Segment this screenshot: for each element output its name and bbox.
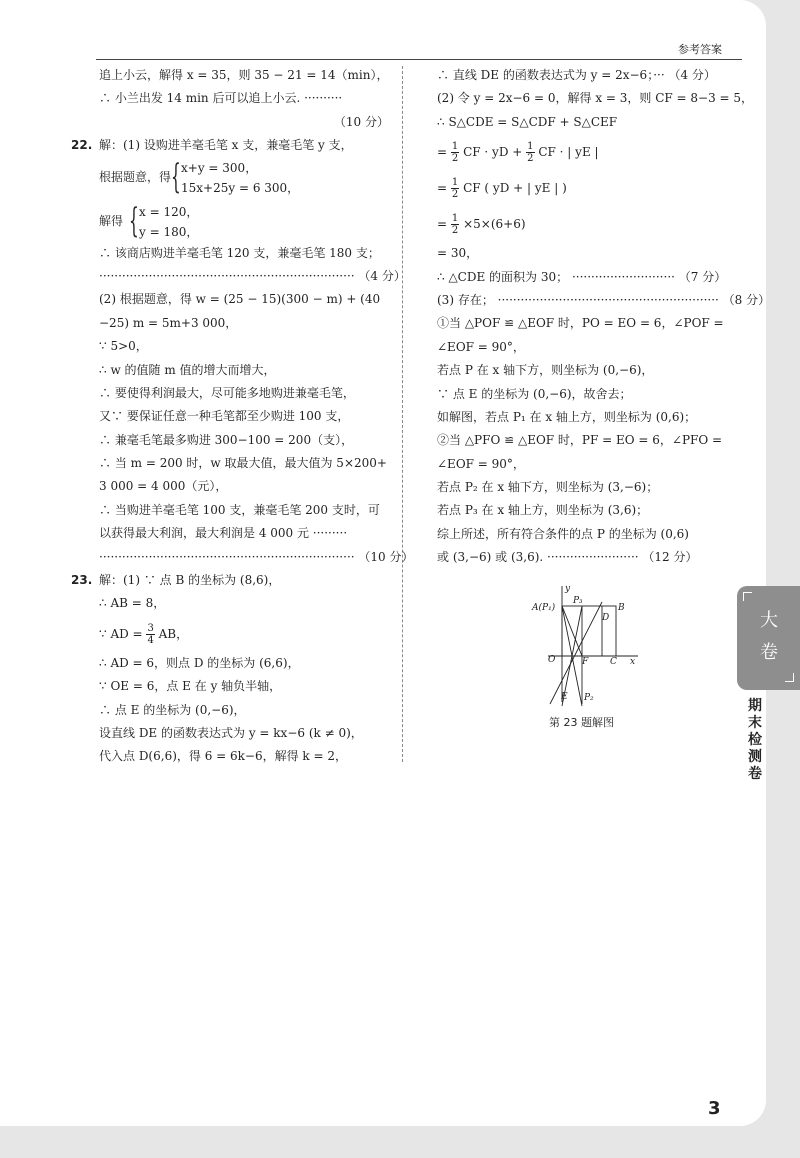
question-23-line [71, 569, 389, 592]
text-line: 又∵ 要保证任意一种毛笔都至少购进 100 支， [99, 409, 350, 424]
side-vertical-label: 期末检测卷 [748, 698, 762, 782]
text-line: ∴ 当 m = 200 时，w 取最大值，最大值为 5×200+ [99, 456, 387, 471]
text-line: = 30， [437, 246, 479, 261]
text-line: 如解图，若点 P₁ 在 x 轴上方，则坐标为 (0,6)； [437, 409, 697, 424]
label-F: F [582, 657, 589, 667]
question-22-line [71, 134, 389, 157]
solution-figure [530, 582, 645, 707]
fraction [146, 623, 154, 646]
numerator: 1 [451, 213, 459, 225]
text-line: −25) m = 5m+3 000， [99, 315, 238, 330]
line-DE [550, 602, 602, 704]
text-line: (2) 令 y = 2x−6 = 0，解得 x = 3，则 CF = 8−3 = 5， [437, 91, 754, 106]
text-line: ∴ S△CDE = S△CDF + S△CEF [437, 114, 618, 129]
text-line: 设直线 DE 的函数表达式为 y = kx−6 (k ≠ 0)， [99, 725, 363, 740]
figure-caption: 第 23 题解图 [549, 716, 614, 729]
text-part: AB， [158, 626, 189, 641]
brace: { [129, 200, 139, 241]
text-line: ∴ 小兰出发 14 min 后可以追上小云. ·········· [99, 91, 343, 106]
numerator: 1 [527, 141, 534, 153]
denominator: 2 [451, 153, 459, 165]
denominator: 2 [451, 189, 459, 201]
text-line: 代入点 D(6,6)，得 6 = 6k−6，解得 k = 2， [99, 749, 348, 764]
text-line: ∴ 直线 DE 的函数表达式为 y = 2x−6；··· （4 分） [437, 68, 716, 82]
label-C: C [610, 657, 617, 667]
text-line: ∴ 当购进羊毫毛笔 100 支，兼毫毛笔 200 支时，可 [99, 502, 380, 517]
text-line: 根据题意，得 [99, 169, 172, 184]
fraction-line [437, 170, 733, 206]
text-line: ①当 △POF ≌ △EOF 时，PO = EO = 6，∠POF = [437, 316, 724, 331]
text-line: 综上所述，所有符合条件的点 P 的坐标为 (0,6) [437, 526, 689, 541]
text-line: 或 (3,−6) 或 (3,6). ························ （12 分） [437, 550, 698, 565]
question-number: 22. [71, 138, 93, 153]
text-part: ∵ AD = [99, 626, 143, 641]
denominator: 4 [147, 634, 154, 646]
fraction-line [437, 134, 733, 170]
equation: x = 120， [139, 204, 199, 219]
text-line: ∴ AD = 6，则点 D 的坐标为 (6,6)， [99, 655, 300, 670]
label-P2: P₂ [584, 693, 594, 703]
corner-mark [743, 592, 752, 601]
side-tab [737, 586, 800, 690]
equation: 15x+25y = 6 300， [181, 180, 300, 195]
text-line: ∵ OE = 6，点 E 在 y 轴负半轴， [99, 679, 282, 694]
text-line: 解：(1) 设购进羊毫毛笔 x 支，兼毫毛笔 y 支， [99, 138, 353, 153]
fraction [451, 177, 459, 200]
text-part: = [437, 217, 448, 232]
numerator: 3 [147, 622, 154, 634]
right-column [437, 64, 771, 570]
text-line: ∴ 要使得利润最大，尽可能多地购进兼毫毛笔， [99, 385, 355, 400]
text-line: ②当 △PFO ≌ △EOF 时，PF = EO = 6，∠PFO = [437, 433, 723, 448]
text-line: 追上小云，解得 x = 35，则 35 − 21 = 14（min）， [99, 68, 389, 82]
numerator: 1 [451, 177, 459, 189]
text-line: ∵ 点 E 的坐标为 (0,−6)，故舍去； [437, 386, 632, 401]
text-line: ∴ 点 E 的坐标为 (0,−6)， [99, 702, 246, 717]
label-P3: P₃ [573, 596, 583, 606]
header-rule [96, 59, 742, 60]
solution-system [99, 202, 389, 242]
denominator: 2 [451, 225, 459, 237]
fraction [526, 141, 534, 164]
tab-char-bottom: 卷 [760, 642, 778, 663]
text-line: ∴ 兼毫毛笔最多购进 300−100 = 200（支）， [99, 432, 354, 447]
label-y: y [565, 584, 571, 594]
text-part: ×5×(6+6) [463, 217, 526, 232]
system-lines [139, 202, 198, 242]
text-line: 若点 P₂ 在 x 轴下方，则坐标为 (3,−6)； [437, 480, 659, 495]
system-lines [181, 158, 299, 198]
label-E: E [561, 692, 568, 702]
text-line: 3 000 = 4 000（元）， [99, 479, 228, 494]
text-part: CF · | yE | [538, 145, 599, 160]
numerator: 1 [451, 141, 459, 153]
equation: x+y = 300， [181, 160, 258, 175]
text-line: ∴ 该商店购进羊毫毛笔 120 支，兼毫毛笔 180 支； [99, 245, 380, 260]
segment-AF [562, 606, 582, 656]
label-x: x [630, 657, 636, 667]
text-line: ∴ △CDE 的面积为 30； ··························· （7 分） [437, 269, 727, 284]
tab-char-top: 大 [760, 610, 778, 631]
brace: { [171, 156, 181, 197]
page-number: 3 [708, 1098, 721, 1119]
score-line: ··································································· （10 分） [99, 549, 414, 564]
question-number: 23. [71, 573, 93, 588]
label-D: D [602, 613, 610, 623]
text-line: (3) 存在； ·························································· （8 分） [437, 292, 771, 307]
text-line: ∴ w 的值随 m 值的增大而增大， [99, 362, 276, 377]
corner-mark [785, 673, 794, 682]
label-A: A(P₁) [532, 603, 556, 613]
page-header: 参考答案 [678, 43, 722, 56]
label-O: O [548, 655, 556, 665]
column-divider [402, 66, 403, 762]
score-line: （10 分） [333, 114, 389, 129]
fraction [451, 141, 459, 164]
text-part: = [437, 181, 448, 196]
fraction-line [437, 206, 733, 242]
text-line: 以获得最大利润，最大利润是 4 000 元 ········· [99, 526, 348, 541]
text-line: ∠EOF = 90°， [437, 339, 525, 354]
text-line: 若点 P 在 x 轴下方，则坐标为 (0,−6)， [437, 363, 654, 378]
text-line: 若点 P₃ 在 x 轴上方，则坐标为 (3,6)； [437, 503, 649, 518]
denominator: 2 [527, 153, 534, 165]
text-part: = [437, 145, 448, 160]
text-line: 解：(1) ∵ 点 B 的坐标为 (8,6)， [99, 573, 281, 588]
fraction-line [99, 616, 389, 652]
text-line: ∴ AB = 8， [99, 596, 166, 611]
left-column [71, 64, 414, 769]
equation-system [99, 158, 389, 198]
text-line: ∠EOF = 90°， [437, 456, 525, 471]
text-line: (2) 根据题意，得 w = (25 − 15)(300 − m) + (40 [99, 292, 381, 307]
label-B: B [618, 603, 625, 613]
text-line: ∵ 5>0， [99, 339, 148, 354]
equation: y = 180， [139, 224, 199, 239]
score-line: ··································································· （4 分） [99, 268, 406, 283]
text-line: 解得 [99, 213, 124, 228]
text-part: CF · yD + [463, 145, 523, 160]
fraction [451, 213, 459, 236]
text-part: CF ( yD + | yE | ) [463, 181, 567, 196]
